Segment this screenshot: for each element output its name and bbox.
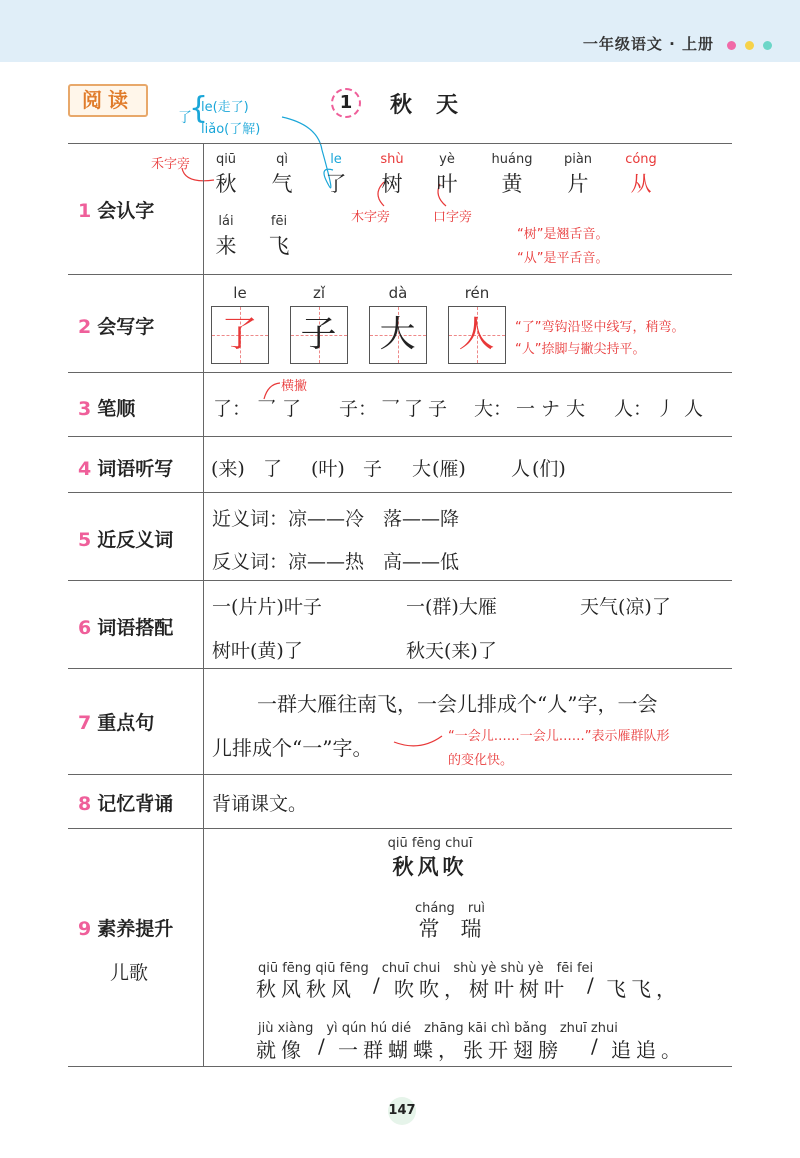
poem-line2-slash1: / xyxy=(318,1034,325,1058)
r1-hz-6: 黄 xyxy=(501,172,523,196)
r3-ren-label: 人： xyxy=(614,398,653,420)
poem-line1-pinyin: qiū fēng qiū fēng chuī chui shù yè shù yè fēi fei xyxy=(258,961,594,976)
r2-note-ren: “人”捺脚与撇尖持平。 xyxy=(515,342,646,357)
table-divider xyxy=(203,143,204,1066)
row2-label: 2 会写字 xyxy=(78,316,155,338)
row8-label: 8 记忆背诵 xyxy=(78,793,174,815)
table-line-2 xyxy=(68,372,732,373)
r7-note-line2: 的变化快。 xyxy=(448,753,514,768)
r1-py-8: cóng xyxy=(625,152,657,167)
r7-sentence-line1: 一群大雁往南飞，一会儿排成个“人”字，一会 xyxy=(257,692,658,716)
r4-word4b: (们) xyxy=(532,458,566,480)
table-line-3 xyxy=(68,436,732,437)
r3-da-stroke1: 一 xyxy=(516,398,536,420)
r3-zi-stroke3: 子 xyxy=(428,398,448,420)
lesson-title: 秋天 xyxy=(390,92,483,118)
r3-zi-stroke1: 乛 xyxy=(381,398,401,420)
r3-le-stroke1: 乛 xyxy=(257,398,277,420)
poem-line1-slash1: / xyxy=(373,973,380,997)
r1-py-10: fēi xyxy=(270,214,288,229)
r7-arrow xyxy=(394,736,442,746)
row4-label: 4 词语听写 xyxy=(78,458,174,480)
r4-word3a: 大 xyxy=(412,458,432,480)
r4-word2b: 子 xyxy=(363,458,383,480)
section-tag: 阅读 xyxy=(68,84,148,117)
table-line-6 xyxy=(68,668,732,669)
r4-word1b: 了 xyxy=(263,458,283,480)
r6-phrase-3: 天气(凉)了 xyxy=(580,596,671,618)
row3-label: 3 笔顺 xyxy=(78,398,136,420)
row6-label: 6 词语搭配 xyxy=(78,617,174,639)
note-he-radical: 禾字旁 xyxy=(151,157,191,172)
table-line-bottom xyxy=(68,1066,732,1067)
table-line-4 xyxy=(68,492,732,493)
table-line-7 xyxy=(68,774,732,775)
poem-author-pinyin: cháng ruì xyxy=(414,901,486,916)
r3-zi-stroke2: 了 xyxy=(404,398,424,420)
r3-ren-stroke1: 丿 xyxy=(656,398,676,420)
poem-line2-slash2: / xyxy=(591,1034,598,1058)
r1-py-3: le xyxy=(330,152,342,167)
r6-phrase-2: 一(群)大雁 xyxy=(406,596,497,618)
table-line-8 xyxy=(68,828,732,829)
r1-py-2: qì xyxy=(276,152,288,167)
page-number: 147 xyxy=(388,1097,416,1125)
r1-hz-9: 来 xyxy=(215,234,237,258)
le-note-char: 了 xyxy=(178,110,192,126)
note-cong-sound: “从”是平舌音。 xyxy=(517,251,609,266)
r7-sentence-line2: 儿排成个“一”字。 xyxy=(212,736,373,760)
lesson-number: 1 xyxy=(331,88,361,118)
table-line-5 xyxy=(68,580,732,581)
r2-py-4: rén xyxy=(464,284,490,302)
r3-ren-stroke2: 人 xyxy=(684,398,704,420)
r1-hz-1: 秋 xyxy=(215,172,237,196)
r4-word2a: (叶) xyxy=(311,458,345,480)
table-line-1 xyxy=(68,274,732,275)
r1-hz-3: 了 xyxy=(325,172,347,196)
r2-py-2: zǐ xyxy=(312,284,326,302)
r1-py-6: huáng xyxy=(491,152,533,167)
r1-py-4: shù xyxy=(380,152,404,167)
r3-da-stroke2: ナ xyxy=(541,398,561,420)
poem-title-pinyin: qiū fēng chuī xyxy=(387,836,473,851)
r5-synonyms: 近义词：凉——冷 落——降 xyxy=(212,508,460,530)
poem-line2-part2: 一群蝴蝶，张开翅膀 xyxy=(338,1038,563,1062)
r8-text: 背诵课文。 xyxy=(212,793,308,815)
poem-line1-part3: 飞飞， xyxy=(606,977,681,1001)
poem-author: 常 瑞 xyxy=(418,917,482,941)
r2-grid-3: 大 xyxy=(369,306,427,364)
r1-hz-10: 飞 xyxy=(268,234,290,258)
r7-note-line1: “一会儿……一会儿……”表示雁群队形 xyxy=(448,729,670,744)
row9-sublabel: 儿歌 xyxy=(110,962,149,984)
table-line-top xyxy=(68,143,732,144)
r5-antonyms: 反义词：凉——热 高——低 xyxy=(212,551,460,573)
r4-word1a: (来) xyxy=(211,458,245,480)
le-note-arrow xyxy=(282,117,322,150)
poem-line1-part1: 秋风秋风 xyxy=(256,977,356,1001)
note-shu-sound: “树”是翘舌音。 xyxy=(517,227,609,242)
row5-label: 5 近反义词 xyxy=(78,529,174,551)
r2-py-3: dà xyxy=(388,284,408,302)
r3-zi-label: 子： xyxy=(339,398,378,420)
r3-le-stroke2: 了 xyxy=(282,398,302,420)
r2-grid-1: 了 xyxy=(211,306,269,364)
r3-le-label: 了： xyxy=(213,398,252,420)
poem-line2-part1: 就像 xyxy=(256,1038,306,1062)
r1-hz-5: 叶 xyxy=(436,172,458,196)
r2-py-1: le xyxy=(233,284,247,302)
r3-da-stroke3: 大 xyxy=(566,398,586,420)
row9-label: 9 素养提升 xyxy=(78,918,174,940)
r6-phrase-1: 一(片片)叶子 xyxy=(212,596,322,618)
note-mu-radical: 木字旁 xyxy=(351,210,391,225)
poem-line1-slash2: / xyxy=(587,973,594,997)
r2-note-le: “了”弯钩沿竖中线写，稍弯。 xyxy=(515,320,685,335)
r3-hengpie-note: 横撇 xyxy=(281,379,308,394)
le-reading-2: liǎo(了解) xyxy=(201,122,261,137)
note-kou-radical: 口字旁 xyxy=(433,210,473,225)
r4-word4a: 人 xyxy=(511,458,531,480)
poem-title: 秋风吹 xyxy=(392,854,468,879)
r2-grid-4: 人 xyxy=(448,306,506,364)
r1-py-7: piàn xyxy=(563,152,593,167)
r6-phrase-4: 树叶(黄)了 xyxy=(212,640,303,662)
le-reading-1: le(走了) xyxy=(201,100,249,115)
r1-py-5: yè xyxy=(439,152,455,167)
row7-label: 7 重点句 xyxy=(78,712,155,734)
poem-line1-part2: 吹吹，树叶树叶 xyxy=(394,977,569,1001)
r2-grid-2: 子 xyxy=(290,306,348,364)
r1-py-9: lái xyxy=(218,214,234,229)
r1-hz-7: 片 xyxy=(567,172,589,196)
r6-phrase-5: 秋天(来)了 xyxy=(406,640,497,662)
poem-line2-pinyin: jiù xiàng yì qún hú dié zhāng kāi chì bǎng zhuī zhui xyxy=(258,1021,618,1036)
r1-hz-8: 从 xyxy=(630,172,652,196)
r1-hz-4: 树 xyxy=(381,172,403,196)
poem-line2-part3: 追追。 xyxy=(611,1038,686,1062)
r4-word3b: (雁) xyxy=(432,458,466,480)
r1-py-1: qiū xyxy=(215,152,237,167)
r1-hz-2: 气 xyxy=(271,172,293,196)
book-title: 一年级语文 · 上册 xyxy=(582,35,714,53)
le-brace: { xyxy=(189,91,209,126)
row1-label: 1 会认字 xyxy=(78,200,155,222)
r3-da-label: 大： xyxy=(474,398,513,420)
